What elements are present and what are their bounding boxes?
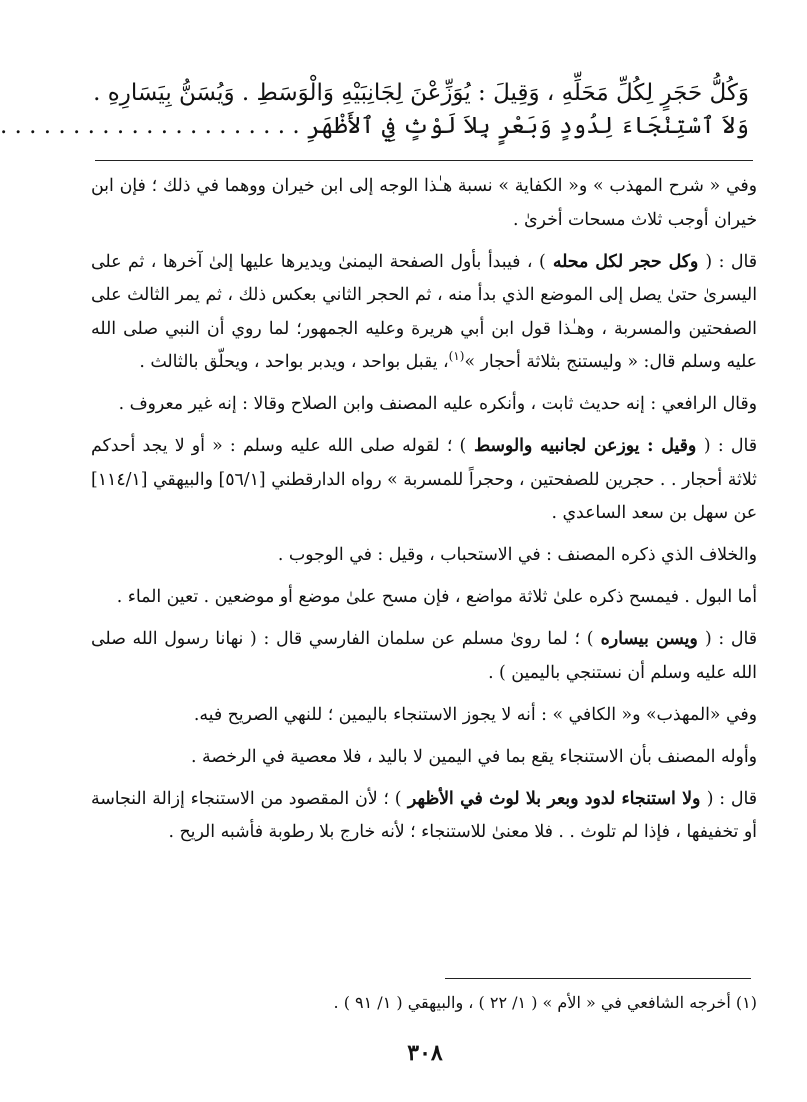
- paragraph: قال : ( ولا استنجاء لدود وبعر بلا لوث في الأظهر ) ؛ لأن المقصود من الاستنجاء إزالة النجاسة أو تخفيفها ، فإذا لم تلوث . . فلا معنىٰ للاستنجاء ؛ لأنه خارج بلا رطوبة فأشبه الريح .: [91, 788, 757, 842]
- matn-line-1: وَكُلُّ حَجَرٍ لِكُلِّ مَحَلِّهِ ، وَقِيلَ : يُوَزِّعْنَ لِجَانِبَيْهِ وَالْوَسَطِ . وَيُسَنُّ بِيَسَارِهِ .: [93, 80, 749, 106]
- matn-divider: [95, 160, 753, 161]
- quoted-matn: وكل حجر لكل محله: [545, 251, 706, 272]
- commentary-body: [91, 170, 757, 858]
- paragraph: قال : ( ويسن بيساره ) ؛ لما روىٰ مسلم عن سلمان الفارسي قال : ( نهانا رسول الله صلى الله عليه وسلم أن نستنجي باليمين ) .: [91, 629, 757, 683]
- paragraph: وأوله المصنف بأن الاستنجاء يقع بما في اليمين لا باليد ، فلا معصية في الرخصة .: [191, 746, 757, 767]
- paragraph: قال : ( وكل حجر لكل محله ) ، فيبدأ بأول الصفحة اليمنىٰ ويديرها عليها إلىٰ آخرها ، ثم على اليسرىٰ حتىٰ يصل إلى الموضع الذي بدأ منه ، ثم الحجر الثاني بعكس ذلك ، ثم يمر الثالث على الصفحتين والمسربة ، وهـٰذا قول ابن أبي هريرة وعليه الجمهور؛ لما روي أن النبي صلى الله عليه وسلم قال: « وليستنج بثلاثة أحجار »$^{(١)}$، يقبل بواحد ، ويدبر بواحد ، ويحلّق بالثالث .: [91, 251, 757, 372]
- paragraph: وفي «المهذب» و« الكافي » : أنه لا يجوز الاستنجاء باليمين ؛ للنهي الصريح فيه.: [193, 704, 757, 725]
- quoted-matn: وقيل : يوزعن لجانبيه والوسط: [466, 436, 704, 456]
- paragraph: وقال الرافعي : إنه حديث ثابت ، وأنكره عليه المصنف وابن الصلاح وقالا : إنه غير معروف .: [118, 394, 757, 414]
- quoted-matn: ولا استنجاء لدود وبعر بلا لوث في الأظهر: [401, 788, 707, 809]
- matn-line-2: وَلاَ ٱسْتِنْجَاءَ لِدُودٍ وَبَعْرٍ بِلاَ لَوْثٍ فِي ٱلأَظْهَرِ . . . . . . . . . . . . . . . . . . . . .: [0, 113, 749, 139]
- paragraph: أما البول . فيمسح ذكره علىٰ ثلاثة مواضع ، فإن مسح علىٰ موضع أو موضعين . تعين الماء .: [116, 587, 757, 607]
- footnote-divider: [445, 978, 751, 979]
- footnote-reference: (١): [448, 349, 465, 364]
- paragraph: وفي « شرح المهذب » و« الكفاية » نسبة هـٰذا الوجه إلى ابن خيران ووهما في ذلك ؛ فإن ابن خيران أوجب ثلاث مسحات أخرىٰ .: [91, 176, 757, 230]
- paragraph: والخلاف الذي ذكره المصنف : في الاستحباب ، وقيل : في الوجوب .: [277, 545, 757, 565]
- page-number: ٣٠٨: [407, 1040, 443, 1066]
- quoted-matn: ويسن بيساره: [593, 629, 705, 649]
- footnote: (١) أخرجه الشافعي في « الأم » ( ١/ ٢٢ ) ، والبيهقي ( ١/ ٩١ ) .: [333, 993, 757, 1012]
- paragraph: قال : ( وقيل : يوزعن لجانبيه والوسط ) ؛ لقوله صلى الله عليه وسلم : « أو لا يجد أحدكم ثلاثة أحجار . . حجرين للصفحتين ، وحجراً للمسربة » رواه الدارقطني [٥٦/١] والبيهقي [١١٤/١] عن سهل بن سعد الساعدي .: [91, 436, 757, 523]
